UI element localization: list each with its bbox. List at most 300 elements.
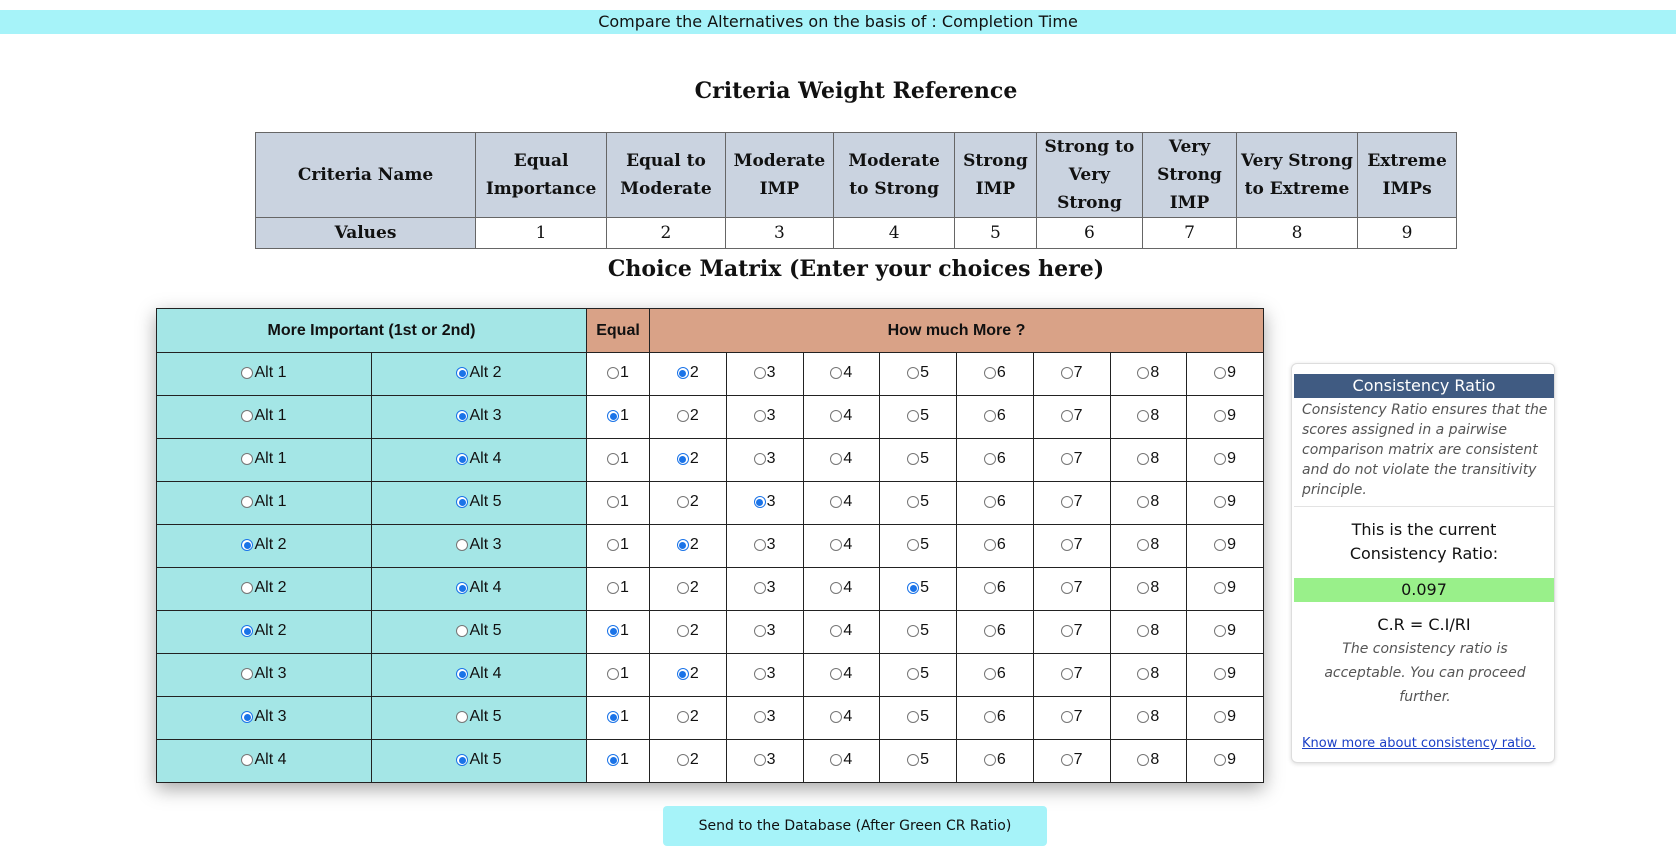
scale-radio[interactable]: [607, 625, 619, 637]
scale-cell: [957, 353, 1034, 396]
reference-level-header: Equal to Moderate: [607, 133, 726, 218]
scale-label: 4: [843, 708, 853, 725]
scale-option[interactable]: [754, 407, 776, 425]
alternative-radio[interactable]: [241, 711, 253, 723]
scale-cell: [1110, 353, 1187, 396]
scale-radio[interactable]: [677, 668, 689, 680]
scale-option[interactable]: [1214, 450, 1236, 468]
alternative-radio[interactable]: [241, 539, 253, 551]
scale-cell: [880, 654, 957, 697]
scale-option[interactable]: [1061, 708, 1083, 726]
scale-label: 1: [620, 579, 629, 596]
scale-radio[interactable]: [607, 754, 619, 766]
scale-label: 3: [766, 622, 776, 639]
scale-option[interactable]: [830, 450, 852, 468]
alternative-radio[interactable]: [241, 496, 253, 508]
scale-option[interactable]: [1137, 536, 1159, 554]
alternative-option[interactable]: [456, 665, 501, 683]
scale-option[interactable]: [607, 364, 629, 382]
scale-radio[interactable]: [1137, 754, 1149, 766]
scale-radio[interactable]: [1137, 367, 1149, 379]
alternative-option[interactable]: [456, 536, 501, 554]
scale-label: 7: [1073, 708, 1083, 725]
scale-option[interactable]: [754, 708, 776, 726]
scale-radio[interactable]: [607, 582, 619, 594]
scale-option[interactable]: [907, 579, 929, 597]
alternative-option[interactable]: [456, 364, 501, 382]
scale-cell: [587, 525, 650, 568]
scale-radio[interactable]: [1214, 367, 1226, 379]
scale-radio[interactable]: [1214, 754, 1226, 766]
scale-radio[interactable]: [754, 754, 766, 766]
alternative-option[interactable]: [456, 450, 501, 468]
scale-cell: [726, 654, 803, 697]
scale-option[interactable]: [677, 751, 699, 769]
values-label: Values: [256, 218, 476, 249]
scale-option[interactable]: [984, 364, 1006, 382]
scale-radio[interactable]: [984, 711, 996, 723]
alternative-option[interactable]: [456, 708, 501, 726]
scale-radio[interactable]: [907, 367, 919, 379]
scale-option[interactable]: [1214, 407, 1236, 425]
comparison-row: [157, 525, 1264, 568]
scale-radio[interactable]: [677, 754, 689, 766]
scale-radio[interactable]: [677, 711, 689, 723]
scale-radio[interactable]: [1061, 453, 1073, 465]
scale-radio[interactable]: [984, 453, 996, 465]
scale-option[interactable]: [907, 493, 929, 511]
scale-option[interactable]: [830, 751, 852, 769]
scale-option[interactable]: [1061, 407, 1083, 425]
scale-label: 7: [1073, 536, 1083, 553]
scale-label: 6: [996, 579, 1006, 596]
scale-option[interactable]: [607, 536, 629, 554]
scale-radio[interactable]: [830, 668, 842, 680]
alternative-radio[interactable]: [241, 410, 253, 422]
scale-cell: [957, 439, 1034, 482]
scale-option[interactable]: [1061, 622, 1083, 640]
scale-option[interactable]: [754, 536, 776, 554]
alternative-radio[interactable]: [241, 668, 253, 680]
consistency-ratio-formula: C.R = C.I/RI: [1377, 615, 1471, 634]
scale-option[interactable]: [1137, 622, 1159, 640]
scale-option[interactable]: [907, 622, 929, 640]
scale-radio[interactable]: [754, 453, 766, 465]
alternative-label: Alt 5: [469, 708, 502, 725]
alternative-option[interactable]: [241, 751, 286, 769]
scale-radio[interactable]: [830, 582, 842, 594]
scale-option[interactable]: [1137, 708, 1159, 726]
reference-level-header: Extreme IMPs: [1358, 133, 1457, 218]
scale-cell: [587, 611, 650, 654]
scale-radio[interactable]: [984, 625, 996, 637]
scale-radio[interactable]: [1061, 582, 1073, 594]
scale-radio[interactable]: [907, 668, 919, 680]
scale-cell: [1187, 353, 1264, 396]
scale-option[interactable]: [907, 708, 929, 726]
scale-radio[interactable]: [1214, 410, 1226, 422]
scale-option[interactable]: [607, 493, 629, 511]
alternative-cell: [372, 611, 587, 654]
alternative-radio[interactable]: [456, 539, 468, 551]
scale-label: 9: [1227, 579, 1237, 596]
consistency-ratio-description: Consistency Ratio ensures that the scores assigned in a pairwise comparison matrix are consistent and do not violate the transitivity principle.: [1302, 402, 1548, 498]
scale-radio[interactable]: [984, 539, 996, 551]
scale-option[interactable]: [607, 450, 629, 468]
scale-radio[interactable]: [754, 582, 766, 594]
alternative-cell: [372, 396, 587, 439]
scale-radio[interactable]: [907, 754, 919, 766]
scale-label: 9: [1227, 364, 1237, 381]
scale-option[interactable]: [754, 665, 776, 683]
scale-cell: [1110, 568, 1187, 611]
scale-option[interactable]: [677, 407, 699, 425]
scale-option[interactable]: [1214, 579, 1236, 597]
scale-radio[interactable]: [607, 539, 619, 551]
scale-radio[interactable]: [677, 539, 689, 551]
alternative-option[interactable]: [456, 751, 501, 769]
alternative-option[interactable]: [241, 708, 286, 726]
scale-option[interactable]: [754, 364, 776, 382]
scale-radio[interactable]: [1061, 496, 1073, 508]
scale-label: 9: [1227, 622, 1237, 639]
scale-radio[interactable]: [1214, 453, 1226, 465]
reference-level-value: 3: [725, 218, 833, 249]
scale-option[interactable]: [677, 665, 699, 683]
scale-cell: [1033, 439, 1110, 482]
scale-radio[interactable]: [984, 410, 996, 422]
scale-option[interactable]: [1137, 364, 1159, 382]
scale-option[interactable]: [830, 407, 852, 425]
scale-option[interactable]: [907, 407, 929, 425]
scale-radio[interactable]: [607, 496, 619, 508]
alternative-option[interactable]: [241, 579, 286, 597]
scale-radio[interactable]: [607, 711, 619, 723]
scale-cell: [650, 568, 727, 611]
scale-radio[interactable]: [607, 668, 619, 680]
scale-option[interactable]: [1061, 579, 1083, 597]
scale-option[interactable]: [1061, 493, 1083, 511]
scale-option[interactable]: [607, 579, 629, 597]
scale-radio[interactable]: [830, 754, 842, 766]
scale-radio[interactable]: [754, 496, 766, 508]
scale-option[interactable]: [754, 450, 776, 468]
scale-option[interactable]: [1137, 450, 1159, 468]
scale-cell: [957, 611, 1034, 654]
scale-option[interactable]: [607, 407, 629, 425]
scale-cell: [880, 439, 957, 482]
equal-header: Equal: [587, 309, 650, 353]
scale-radio[interactable]: [1214, 668, 1226, 680]
scale-radio[interactable]: [754, 625, 766, 637]
alternative-radio[interactable]: [456, 754, 468, 766]
scale-option[interactable]: [1214, 622, 1236, 640]
scale-radio[interactable]: [984, 496, 996, 508]
scale-option[interactable]: [1061, 450, 1083, 468]
alternative-radio[interactable]: [456, 582, 468, 594]
reference-level-value: 1: [476, 218, 607, 249]
scale-label: 2: [689, 708, 699, 725]
scale-option[interactable]: [607, 708, 629, 726]
alternative-option[interactable]: [456, 579, 501, 597]
scale-label: 3: [766, 708, 776, 725]
scale-radio[interactable]: [1137, 496, 1149, 508]
scale-radio[interactable]: [1061, 668, 1073, 680]
scale-label: 8: [1150, 450, 1160, 467]
alternative-radio[interactable]: [456, 410, 468, 422]
scale-cell: [1187, 697, 1264, 740]
choice-matrix-header: [157, 309, 1264, 353]
scale-radio[interactable]: [607, 453, 619, 465]
scale-radio[interactable]: [677, 367, 689, 379]
reference-header-row: [256, 133, 1457, 218]
alternative-option[interactable]: [241, 364, 286, 382]
alternative-option[interactable]: [241, 407, 286, 425]
scale-option[interactable]: [1137, 579, 1159, 597]
scale-option[interactable]: [754, 579, 776, 597]
scale-radio[interactable]: [907, 582, 919, 594]
scale-radio[interactable]: [1137, 625, 1149, 637]
scale-label: 2: [689, 665, 699, 682]
scale-radio[interactable]: [1137, 539, 1149, 551]
scale-radio[interactable]: [1214, 496, 1226, 508]
alternative-option[interactable]: [456, 493, 501, 511]
scale-option[interactable]: [984, 536, 1006, 554]
scale-radio[interactable]: [984, 582, 996, 594]
scale-radio[interactable]: [754, 410, 766, 422]
scale-radio[interactable]: [1214, 582, 1226, 594]
alternative-radio[interactable]: [456, 625, 468, 637]
scale-cell: [587, 482, 650, 525]
scale-option[interactable]: [607, 751, 629, 769]
alternative-radio[interactable]: [456, 367, 468, 379]
scale-radio[interactable]: [754, 367, 766, 379]
scale-option[interactable]: [830, 364, 852, 382]
scale-label: 1: [620, 450, 629, 467]
scale-option[interactable]: [1061, 364, 1083, 382]
scale-option[interactable]: [1214, 665, 1236, 683]
criterion-banner: Compare the Alternatives on the basis of : Completion Time: [0, 10, 1676, 34]
scale-option[interactable]: [1214, 364, 1236, 382]
scale-cell: [726, 697, 803, 740]
scale-radio[interactable]: [1137, 453, 1149, 465]
alternative-option[interactable]: [241, 622, 286, 640]
scale-option[interactable]: [1214, 708, 1236, 726]
scale-option[interactable]: [677, 364, 699, 382]
scale-label: 5: [920, 450, 930, 467]
scale-label: 8: [1150, 751, 1160, 768]
scale-option[interactable]: [830, 536, 852, 554]
alternative-option[interactable]: [456, 622, 501, 640]
alternative-radio[interactable]: [241, 625, 253, 637]
scale-option[interactable]: [830, 708, 852, 726]
scale-radio[interactable]: [1214, 711, 1226, 723]
scale-option[interactable]: [984, 622, 1006, 640]
scale-radio[interactable]: [1137, 668, 1149, 680]
scale-radio[interactable]: [907, 711, 919, 723]
alternative-radio[interactable]: [456, 496, 468, 508]
scale-radio[interactable]: [1137, 582, 1149, 594]
alternative-option[interactable]: [241, 665, 286, 683]
alternative-cell: [157, 353, 372, 396]
scale-cell: [880, 568, 957, 611]
send-to-database-button[interactable]: Send to the Database (After Green CR Ratio): [663, 806, 1047, 846]
scale-radio[interactable]: [984, 367, 996, 379]
scale-radio[interactable]: [984, 754, 996, 766]
scale-label: 8: [1150, 536, 1160, 553]
consistency-ratio-info-link[interactable]: Know more about consistency ratio.: [1302, 736, 1536, 751]
alternative-cell: [372, 740, 587, 783]
scale-option[interactable]: [1214, 751, 1236, 769]
scale-cell: [880, 396, 957, 439]
scale-cell: [1187, 525, 1264, 568]
scale-option[interactable]: [677, 622, 699, 640]
scale-option[interactable]: [830, 579, 852, 597]
scale-option[interactable]: [1137, 751, 1159, 769]
scale-option[interactable]: [984, 579, 1006, 597]
scale-option[interactable]: [1061, 751, 1083, 769]
scale-option[interactable]: [677, 536, 699, 554]
scale-label: 8: [1150, 622, 1160, 639]
scale-option[interactable]: [1137, 493, 1159, 511]
scale-option[interactable]: [677, 493, 699, 511]
scale-cell: [726, 396, 803, 439]
alternative-option[interactable]: [241, 493, 286, 511]
scale-radio[interactable]: [1061, 539, 1073, 551]
scale-cell: [726, 482, 803, 525]
scale-option[interactable]: [1214, 536, 1236, 554]
scale-radio[interactable]: [830, 625, 842, 637]
scale-option[interactable]: [754, 751, 776, 769]
scale-option[interactable]: [607, 665, 629, 683]
scale-cell: [803, 568, 880, 611]
scale-option[interactable]: [677, 579, 699, 597]
scale-option[interactable]: [907, 364, 929, 382]
alternative-cell: [157, 396, 372, 439]
alternative-radio[interactable]: [456, 668, 468, 680]
scale-option[interactable]: [830, 493, 852, 511]
alternative-label: Alt 3: [469, 407, 502, 424]
scale-radio[interactable]: [1214, 539, 1226, 551]
scale-radio[interactable]: [1061, 410, 1073, 422]
scale-radio[interactable]: [754, 668, 766, 680]
scale-option[interactable]: [1137, 407, 1159, 425]
scale-option[interactable]: [1137, 665, 1159, 683]
alternative-option[interactable]: [241, 536, 286, 554]
alternative-radio[interactable]: [241, 367, 253, 379]
scale-option[interactable]: [907, 536, 929, 554]
scale-option[interactable]: [830, 622, 852, 640]
scale-radio[interactable]: [907, 625, 919, 637]
scale-radio[interactable]: [677, 410, 689, 422]
scale-radio[interactable]: [607, 410, 619, 422]
scale-label: 6: [996, 493, 1006, 510]
scale-radio[interactable]: [677, 453, 689, 465]
scale-radio[interactable]: [1061, 711, 1073, 723]
scale-radio[interactable]: [830, 539, 842, 551]
scale-option[interactable]: [907, 751, 929, 769]
consistency-ratio-value: 0.097: [1294, 578, 1554, 602]
scale-radio[interactable]: [984, 668, 996, 680]
scale-radio[interactable]: [830, 367, 842, 379]
choice-matrix-body: [157, 353, 1264, 783]
scale-option[interactable]: [907, 450, 929, 468]
scale-option[interactable]: [677, 708, 699, 726]
scale-radio[interactable]: [830, 496, 842, 508]
scale-radio[interactable]: [907, 410, 919, 422]
scale-cell: [957, 525, 1034, 568]
scale-option[interactable]: [830, 665, 852, 683]
alternative-radio[interactable]: [241, 453, 253, 465]
alternative-radio[interactable]: [456, 453, 468, 465]
scale-radio[interactable]: [677, 496, 689, 508]
scale-option[interactable]: [984, 407, 1006, 425]
scale-radio[interactable]: [677, 582, 689, 594]
alternative-option[interactable]: [456, 407, 501, 425]
alternative-radio[interactable]: [241, 582, 253, 594]
scale-radio[interactable]: [1061, 754, 1073, 766]
scale-option[interactable]: [984, 493, 1006, 511]
scale-label: 4: [843, 622, 853, 639]
alternative-radio[interactable]: [456, 711, 468, 723]
scale-radio[interactable]: [830, 453, 842, 465]
scale-label: 6: [996, 622, 1006, 639]
scale-option[interactable]: [607, 622, 629, 640]
scale-option[interactable]: [754, 622, 776, 640]
scale-radio[interactable]: [754, 539, 766, 551]
scale-radio[interactable]: [1061, 625, 1073, 637]
alternative-label: Alt 4: [254, 751, 287, 768]
scale-radio[interactable]: [607, 367, 619, 379]
scale-radio[interactable]: [907, 539, 919, 551]
scale-radio[interactable]: [677, 625, 689, 637]
scale-label: 2: [689, 622, 699, 639]
scale-option[interactable]: [1061, 536, 1083, 554]
scale-option[interactable]: [984, 665, 1006, 683]
scale-radio[interactable]: [1214, 625, 1226, 637]
scale-option[interactable]: [984, 708, 1006, 726]
choice-matrix-heading: Choice Matrix (Enter your choices here): [607, 256, 1105, 282]
scale-label: 3: [766, 665, 776, 682]
scale-option[interactable]: [677, 450, 699, 468]
scale-option[interactable]: [984, 751, 1006, 769]
comparison-row: [157, 353, 1264, 396]
scale-option[interactable]: [984, 450, 1006, 468]
alternative-option[interactable]: [241, 450, 286, 468]
alternative-cell: [372, 482, 587, 525]
scale-cell: [650, 740, 727, 783]
alternative-radio[interactable]: [241, 754, 253, 766]
scale-option[interactable]: [907, 665, 929, 683]
scale-cell: [726, 439, 803, 482]
reference-level-header: Moderate to Strong: [834, 133, 955, 218]
scale-radio[interactable]: [1137, 711, 1149, 723]
scale-option[interactable]: [754, 493, 776, 511]
reference-level-value: 6: [1036, 218, 1143, 249]
scale-radio[interactable]: [830, 410, 842, 422]
scale-radio[interactable]: [1061, 367, 1073, 379]
scale-cell: [880, 525, 957, 568]
scale-radio[interactable]: [1137, 410, 1149, 422]
scale-radio[interactable]: [907, 496, 919, 508]
scale-option[interactable]: [1061, 665, 1083, 683]
scale-radio[interactable]: [754, 711, 766, 723]
scale-radio[interactable]: [907, 453, 919, 465]
scale-radio[interactable]: [830, 711, 842, 723]
scale-option[interactable]: [1214, 493, 1236, 511]
scale-cell: [1033, 525, 1110, 568]
alternative-label: Alt 3: [254, 665, 287, 682]
